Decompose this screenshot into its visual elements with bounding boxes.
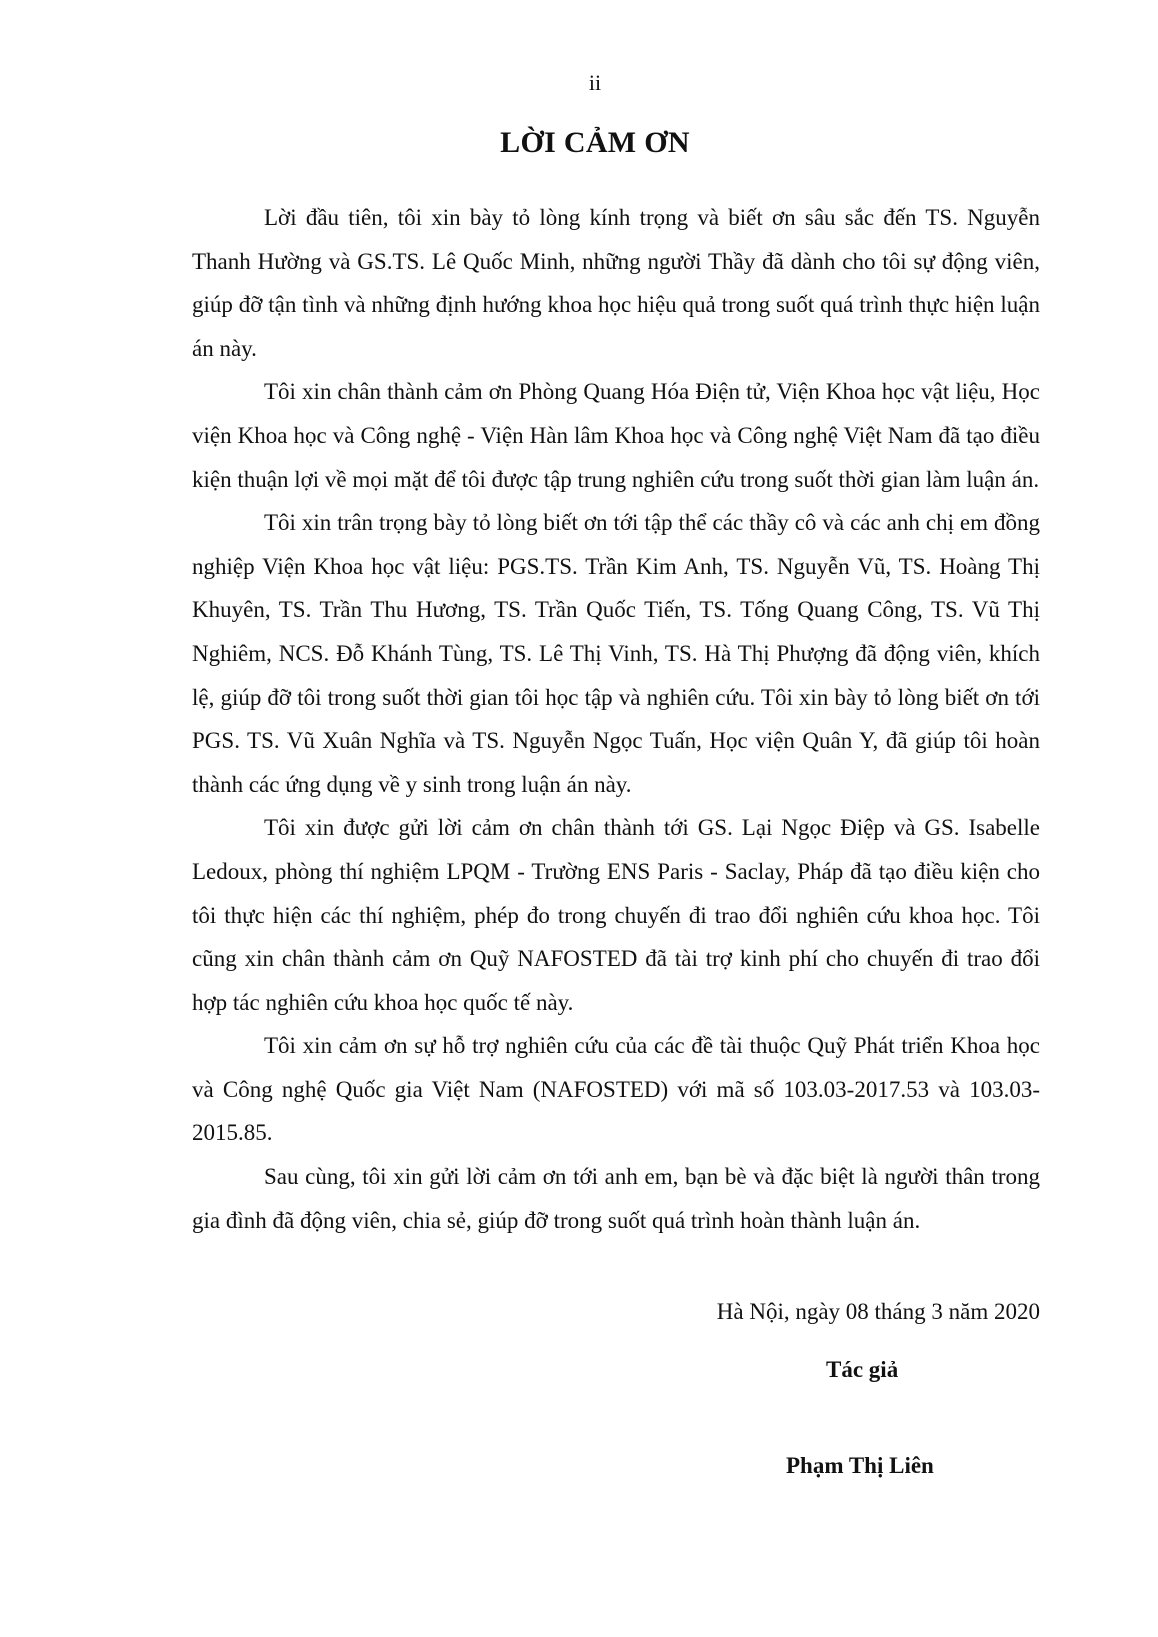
paragraph-6: Sau cùng, tôi xin gửi lời cảm ơn tới anh em, bạn bè và đặc biệt là người thân trong gia đình đã động viên, chia sẻ, giúp đỡ trong suốt quá trình hoàn thành luận án. [192, 1164, 1040, 1233]
page-title: LỜI CẢM ƠN [500, 126, 690, 159]
paragraph-2: Tôi xin chân thành cảm ơn Phòng Quang Hóa Điện tử, Viện Khoa học vật liệu, Học viện Khoa học và Công nghệ - Viện Hàn lâm Khoa học và Công nghệ Việt Nam đã tạo điều kiện thuận lợi về mọi mặt để tôi được tập trung nghiên cứu trong suốt thời gian làm luận án. [192, 379, 1040, 492]
paragraph-4: Tôi xin được gửi lời cảm ơn chân thành tới GS. Lại Ngọc Điệp và GS. Isabelle Ledoux, phòng thí nghiệm LPQM - Trường ENS Paris - Saclay, Pháp đã tạo điều kiện cho tôi thực hiện các thí nghiệm, phép đo trong chuyến đi trao đổi nghiên cứu khoa học. Tôi cũng xin chân thành cảm ơn Quỹ NAFOSTED đã tài trợ kinh phí cho chuyến đi trao đổi hợp tác nghiên cứu khoa học quốc tế này. [192, 815, 1040, 1015]
page-number: ii [588, 70, 602, 95]
signature-date: Hà Nội, ngày 08 tháng 3 năm 2020 [716, 1299, 1040, 1324]
paragraph-5: Tôi xin cảm ơn sự hỗ trợ nghiên cứu của các đề tài thuộc Quỹ Phát triển Khoa học và Công nghệ Quốc gia Việt Nam (NAFOSTED) với mã số 103.03-2017.53 và 103.03-2015.85. [192, 1033, 1040, 1146]
acknowledgement-body [192, 196, 1040, 1242]
paragraph-3: Tôi xin trân trọng bày tỏ lòng biết ơn tới tập thể các thầy cô và các anh chị em đồng nghiệp Viện Khoa học vật liệu: PGS.TS. Trần Kim Anh, TS. Nguyễn Vũ, TS. Hoàng Thị Khuyên, TS. Trần Thu Hương, TS. Trần Quốc Tiến, TS. Tống Quang Công, TS. Vũ Thị Nghiêm, NCS. Đỗ Khánh Tùng, TS. Lê Thị Vinh, TS. Hà Thị Phượng đã động viên, khích lệ, giúp đỡ tôi trong suốt thời gian tôi học tập và nghiên cứu. Tôi xin bày tỏ lòng biết ơn tới PGS. TS. Vũ Xuân Nghĩa và TS. Nguyễn Ngọc Tuấn, Học viện Quân Y, đã giúp tôi hoàn thành các ứng dụng về y sinh trong luận án này. [192, 510, 1040, 797]
paragraph-1: Lời đầu tiên, tôi xin bày tỏ lòng kính trọng và biết ơn sâu sắc đến TS. Nguyễn Thanh Hường và GS.TS. Lê Quốc Minh, những người Thầy đã dành cho tôi sự động viên, giúp đỡ tận tình và những định hướng khoa học hiệu quả trong suốt quá trình thực hiện luận án này. [192, 205, 1040, 361]
signature-role: Tác giả [826, 1357, 899, 1382]
signature-name: Phạm Thị Liên [786, 1453, 934, 1478]
